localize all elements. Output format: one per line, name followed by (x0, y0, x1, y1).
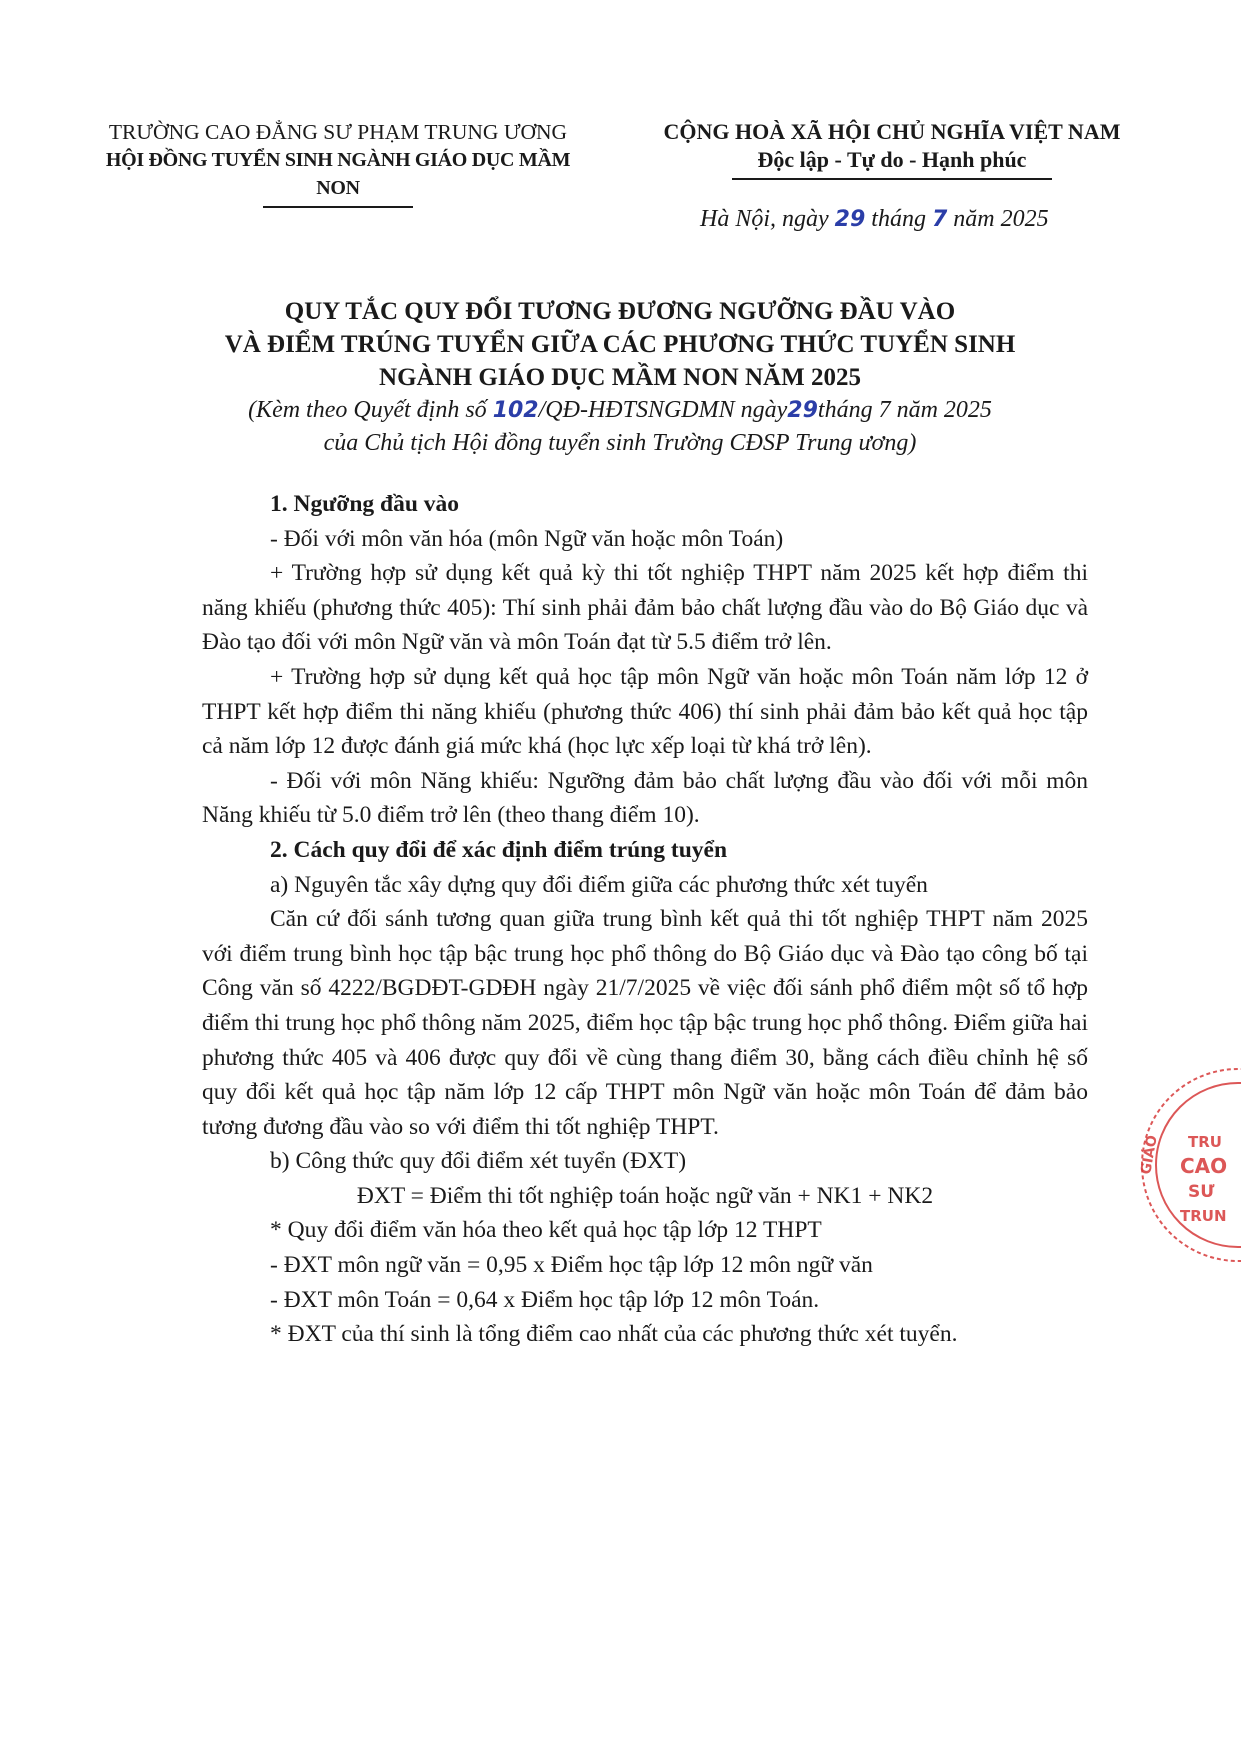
issuer-underline (263, 206, 413, 208)
national-name: CỘNG HOÀ XÃ HỘI CHỦ NGHĨA VIỆT NAM (663, 119, 1121, 144)
dateline-prefix: Hà Nội, ngày (700, 206, 829, 232)
paragraph: * ĐXT của thí sinh là tổng điểm cao nhất của các phương thức xét tuyển. (270, 1321, 958, 1348)
subtitle-part-2: /QĐ-HĐTSNGDMN ngày (538, 397, 788, 423)
paragraph: - ĐXT môn ngữ văn = 0,95 x Điểm học tập lớp 12 môn ngữ văn (270, 1252, 873, 1279)
subtitle-line-2: của Chủ tịch Hội đồng tuyển sinh Trường CĐSP Trung ương) (323, 430, 917, 456)
paragraph: + Trường hợp sử dụng kết quả kỳ thi tốt nghiệp THPT năm 2025 kết hợp điểm thi năng khiếu (phương thức 405): Thí sinh phải đảm bảo chất lượng đầu vào do Bộ Giáo dục và Đào tạo đối với môn Ngữ văn và môn Toán đạt từ 5.5 điểm trở lên. (202, 560, 1088, 656)
dateline-month: 7 (931, 207, 948, 232)
dateline (700, 206, 1110, 233)
subtitle-line-1 (130, 394, 1110, 427)
issuer-school: TRƯỜNG CAO ĐẲNG SƯ PHẠM TRUNG ƯƠNG (108, 120, 568, 144)
document-title (130, 295, 1110, 394)
dateline-year: năm 2025 (953, 206, 1049, 232)
paragraph: - Đối với môn văn hóa (môn Ngữ văn hoặc môn Toán) (270, 525, 784, 552)
svg-text:TRU: TRU (1188, 1133, 1222, 1151)
decision-number: 102 (492, 398, 539, 423)
svg-text:GIÁO: GIÁO (1138, 1134, 1161, 1176)
dateline-day: 29 (834, 207, 866, 232)
paragraph: Căn cứ đối sánh tương quan giữa trung bình kết quả thi tốt nghiệp THPT năm 2025 với điểm trung bình học tập bậc trung học phổ thông do Bộ Giáo dục và Đào tạo công bố tại Công văn số 4222/BGDĐT-GDĐH ngày 21/7/2025 về việc đối sánh phổ điểm một số tổ hợp điểm thi trung học phổ thông năm 2025, điểm học tập bậc trung học phổ thông. Điểm giữa hai phương thức 405 và 406 được quy đổi về cùng thang điểm 30, bằng cách điều chỉnh hệ số quy đổi kết quả học tập năm lớp 12 cấp THPT môn Ngữ văn hoặc môn Toán để đảm bảo tương đương đầu vào so với điểm thi tốt nghiệp THPT. (202, 906, 1088, 1140)
dateline-month-label: tháng (871, 206, 926, 232)
national-header (636, 118, 1148, 180)
paragraph: - Đối với môn Năng khiếu: Ngưỡng đảm bảo chất lượng đầu vào đối với mỗi môn Năng khiếu từ 5.0 điểm trở lên (theo thang điểm 10). (202, 767, 1088, 829)
issuer-header (88, 118, 588, 208)
title-line-3: NGÀNH GIÁO DỤC MẦM NON NĂM 2025 (379, 364, 861, 391)
section-1-heading: 1. Ngưỡng đầu vào (270, 491, 460, 517)
decision-day: 29 (787, 398, 818, 423)
svg-text:CAO: CAO (1180, 1154, 1228, 1178)
paragraph: + Trường hợp sử dụng kết quả học tập môn Ngữ văn hoặc môn Toán năm lớp 12 ở THPT kết hợp điểm thi năng khiếu (phương thức 406) thí sinh phải đảm bảo kết quả học tập cả năm lớp 12 được đánh giá mức khá (học lực xếp loại từ khá trở lên). (202, 663, 1088, 760)
formula: ĐXT = Điểm thi tốt nghiệp toán hoặc ngữ văn + NK1 + NK2 (356, 1182, 934, 1209)
document-subtitle (130, 394, 1110, 459)
svg-text:TRUN: TRUN (1180, 1207, 1227, 1225)
motto-underline (732, 178, 1052, 180)
subtitle-part-1: (Kèm theo Quyết định số (248, 397, 487, 423)
paragraph: b) Công thức quy đổi điểm xét tuyển (ĐXT) (270, 1148, 687, 1175)
paragraph: - ĐXT môn Toán = 0,64 x Điểm học tập lớp 12 môn Toán. (270, 1286, 820, 1313)
national-motto: Độc lập - Tự do - Hạnh phúc (757, 147, 1027, 172)
title-line-1: QUY TẮC QUY ĐỔI TƯƠNG ĐƯƠNG NGƯỠNG ĐẦU VÀO (284, 298, 956, 325)
subtitle-part-3: tháng 7 năm 2025 (817, 397, 992, 423)
official-seal-stamp (1128, 1055, 1241, 1275)
document-body (202, 487, 1088, 1352)
title-line-2: VÀ ĐIỂM TRÚNG TUYỂN GIỮA CÁC PHƯƠNG THỨC TUYỂN SINH (224, 331, 1016, 358)
issuer-council: HỘI ĐỒNG TUYỂN SINH NGÀNH GIÁO DỤC MẦM NON (105, 149, 571, 199)
paragraph: a) Nguyên tắc xây dựng quy đổi điểm giữa các phương thức xét tuyển (270, 871, 928, 898)
section-2-heading: 2. Cách quy đổi để xác định điểm trúng tuyển (270, 836, 728, 863)
paragraph: * Quy đổi điểm văn hóa theo kết quả học tập lớp 12 THPT (270, 1217, 822, 1244)
svg-text:SƯ: SƯ (1188, 1182, 1215, 1202)
